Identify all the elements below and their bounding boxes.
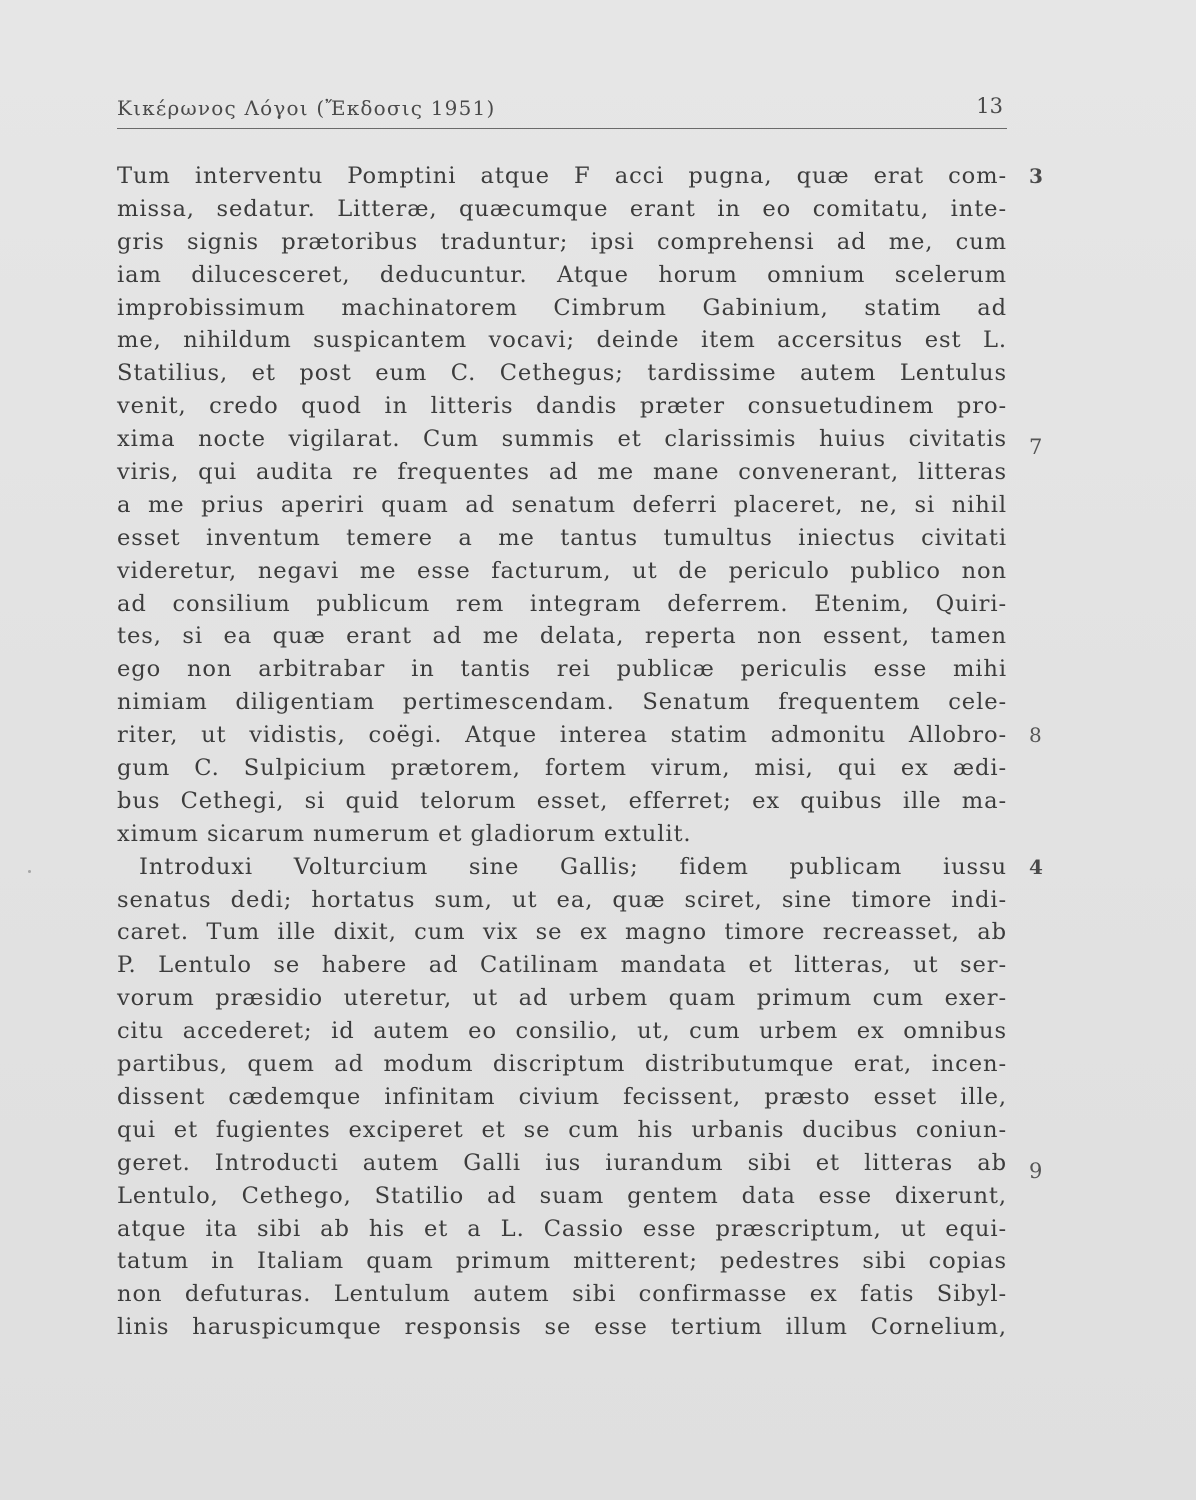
text-line [117,884,1007,917]
text-line-content: P. Lentulo se habere ad Catilinam mandata et litteras, ut ser- [117,952,1007,979]
text-line-content: tes, si ea quæ erant ad me delata, reperta non essent, tamen [117,623,1007,650]
body-text [117,160,1044,1344]
text-line [117,555,1007,588]
text-line [117,949,1007,982]
text-line-content: ego non arbitrabar in tantis rei publicæ periculis esse mihi [117,656,1007,683]
text-line-content: linis haruspicumque responsis se esse tertium illum Cornelium, [117,1314,1007,1341]
text-line-content: videretur, negavi me esse facturum, ut de periculo publico non [117,557,1007,584]
text-line-content: vorum præsidio uteretur, ut ad urbem quam primum cum exer- [117,985,1007,1012]
text-line [117,982,1007,1015]
margin-section-number: 7 [1029,435,1044,460]
text-line [117,1048,1007,1081]
text-line-content: Introduxi Volturcium sine Gallis; fidem publicam iussu [139,853,1007,880]
text-line [117,522,1007,555]
text-line-content: Tum interventu Pomptini atque F acci pugna, quæ erat com- [117,163,1007,189]
text-line [117,1180,1007,1213]
text-line-content: Lentulo, Cethego, Statilio ad suam gentem data esse dixerunt, [117,1182,1007,1209]
text-line [117,653,1007,686]
text-line [117,588,1007,621]
text-line [117,193,1007,226]
text-line [117,752,1007,785]
text-line [117,489,1007,522]
margin-section-number: 8 [1029,723,1043,748]
text-line-content: missa, sedatur. Litteræ, quæcumque erant in eo comitatu, inte- [117,195,1007,222]
page-number: 13 [976,94,1003,118]
text-line-content: atque ita sibi ab his et a L. Cassio esse præscriptum, ut equi- [117,1215,1007,1242]
text-line-content: venit, credo quod in litteris dandis præter consuetudinem pro- [117,393,1007,420]
text-line-content: senatus dedi; hortatus sum, ut ea, quæ sciret, sine timore indi- [117,886,1007,913]
text-line-content: improbissimum machinatorem Cimbrum Gabinium, statim ad [117,294,1007,321]
running-head [117,94,1007,129]
text-line-content: me, nihildum suspicantem vocavi; deinde item accersitus est L. [117,327,1007,354]
text-line [117,818,1007,851]
text-line-content: bus Cethegi, si quid telorum esset, efferret; ex quibus ille ma- [117,787,1007,814]
text-line-content: riter, ut vidistis, coëgi. Atque interea statim admonitu Allobro- [117,722,1007,749]
text-line [117,324,1007,357]
text-line [117,916,1007,949]
text-line-content: ad consilium publicum rem integram deferrem. Etenim, Quiri- [117,590,1007,617]
text-line-content: ximum sicarum numerum et gladiorum extulit. [117,820,692,847]
text-line [117,1147,1044,1183]
text-line-content: nimiam diligentiam pertimescendam. Senatum frequentem cele- [117,689,1007,716]
margin-section-number: 4 [1029,854,1044,879]
text-line-content: geret. Introducti autem Galli ius iurandum sibi et litteras ab [117,1149,1007,1176]
text-line [117,1213,1007,1246]
running-head-title: Κικέρωνος Λόγοι (Ἔκδοσις 1951) [117,96,496,120]
text-line-content: non defuturas. Lentulum autem sibi confirmasse ex fatis Sibyl- [117,1281,1007,1308]
text-line [117,456,1007,489]
text-line [117,686,1007,719]
text-line-content: qui et fugientes exciperet et se cum his urbanis ducibus coniun- [117,1116,1007,1143]
text-line [117,292,1007,325]
text-line-content: caret. Tum ille dixit, cum vix se ex magno timore recreasset, ab [117,919,1007,946]
margin-section-number: 3 [1029,164,1044,188]
text-line [117,1081,1007,1114]
text-line-content: dissent cædemque infinitam civium fecissent, præsto esset ille, [117,1083,1007,1110]
paper-speck [28,870,31,873]
text-line [117,1278,1007,1311]
text-line-content: esset inventum temere a me tantus tumultus iniectus civitati [117,524,1007,551]
text-line-content: xima nocte vigilarat. Cum summis et clarissimis huius civitatis [117,426,1007,453]
text-line [117,390,1007,423]
text-line-content: Statilius, et post eum C. Cethegus; tardissime autem Lentulus [117,360,1007,387]
text-line [117,1311,1007,1344]
margin-section-number: 9 [1029,1158,1044,1183]
text-line [117,1015,1007,1048]
text-line-content: a me prius aperiri quam ad senatum deferri placeret, ne, si nihil [117,491,1007,518]
text-line-content: iam dilucesceret, deducuntur. Atque horum omnium scelerum [117,261,1007,288]
text-line [117,851,1044,884]
text-line [117,226,1007,259]
text-line-content: gum C. Sulpicium prætorem, fortem virum, misi, qui ex ædi- [117,755,1007,782]
text-line [117,1245,1007,1278]
text-line [117,1114,1007,1147]
text-line [117,620,1007,653]
text-line-content: gris signis prætoribus traduntur; ipsi comprehensi ad me, cum [117,228,1007,255]
text-line [117,259,1007,292]
text-line [117,357,1007,390]
text-line-content: tatum in Italiam quam primum mitterent; pedestres sibi copias [117,1248,1007,1275]
text-line [117,785,1007,818]
text-line [117,160,1044,193]
text-line-content: citu accederet; id autem eo consilio, ut, cum urbem ex omnibus [117,1018,1007,1045]
text-line-content: partibus, quem ad modum discriptum distributumque erat, incen- [117,1051,1007,1078]
text-line [117,719,1043,752]
text-line [117,423,1044,460]
text-line-content: viris, qui audita re frequentes ad me mane convenerant, litteras [117,459,1007,486]
